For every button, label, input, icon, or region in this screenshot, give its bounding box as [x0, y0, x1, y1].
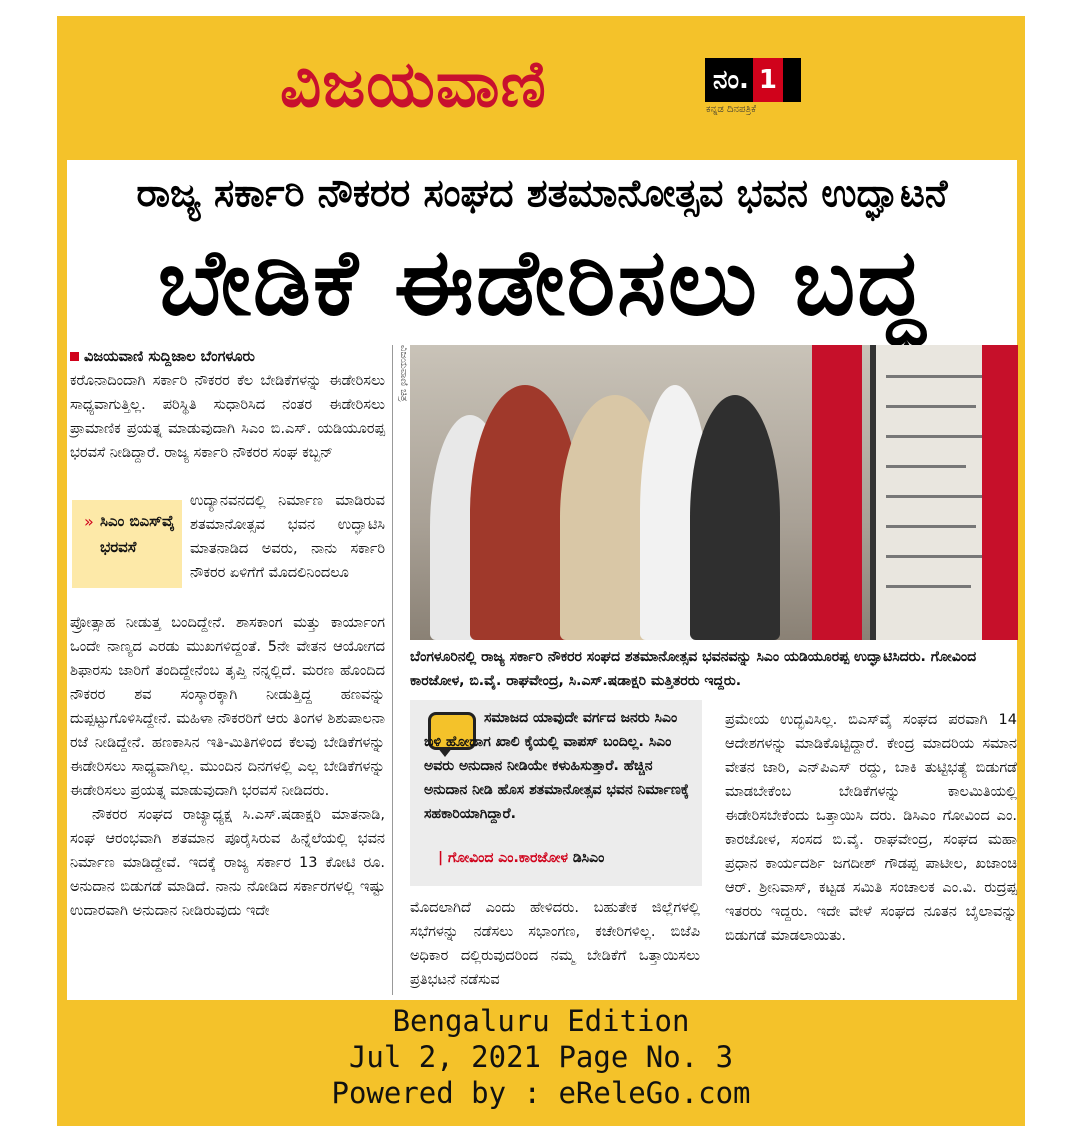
photo-caption: ಬೆಂಗಳೂರಿನಲ್ಲಿ ರಾಜ್ಯ ಸರ್ಕಾರಿ ನೌಕರರ ಸಂಘದ ಶತಮಾನೋತ್ಸವ ಭವನವನ್ನು ಸಿಎಂ ಯಡಿಯೂರಪ್ಪ ಉದ್ಘಾಟಿಸಿದರು. ಗೋವಿಂದ ಕಾರಜೋಳ, ಬಿ.ವೈ. ರಾಘವೇಂದ್ರ, ಸಿ.ಎಸ್.ಷಡಾಕ್ಷರಿ ಮತ್ತಿತರರು ಇದ್ದರು. — [410, 649, 977, 689]
photo-credit: ವಿಜಯವಾಣಿ ಚಿತ್ರ — [398, 345, 409, 402]
article-kicker: ರಾಜ್ಯ ಸರ್ಕಾರಿ ನೌಕರರ ಸಂಘದ ಶತಮಾನೋತ್ಸವ ಭವನ ಉದ್ಘಾಟನೆ — [136, 171, 948, 215]
byline — [70, 345, 385, 369]
quote-box — [410, 700, 702, 886]
number-one-badge — [705, 58, 801, 102]
powered-by: Powered by : eReleGo.com — [331, 1076, 751, 1110]
red-curtain-right — [982, 345, 1018, 640]
newspaper-logo: ವಿಜಯವಾಣಿ — [280, 48, 547, 122]
column-1-wrap-text: ಉದ್ಯಾನವನದಲ್ಲಿ ನಿರ್ಮಾಣ ಮಾಡಿರುವ ಶತಮಾನೋತ್ಸವ ಭವನ ಉದ್ಘಾಟಿಸಿ ಮಾತನಾಡಿದ ಅವರು, ನಾನು ಸರ್ಕಾರಿ ನೌಕರರ ಏಳಿಗೆಗೆ ಮೊದಲಿನಿಂದಲೂ — [190, 493, 385, 581]
edition-name: Bengaluru Edition — [392, 1004, 690, 1038]
article-headline: ಬೇಡಿಕೆ ಈಡೇರಿಸಲು ಬದ್ಧ — [157, 229, 927, 336]
badge-number: 1 — [753, 58, 783, 102]
column-1-rest-text: ಪ್ರೋತ್ಸಾಹ ನೀಡುತ್ತ ಬಂದಿದ್ದೇನೆ. ಶಾಸಕಾಂಗ ಮತ್ತು ಕಾರ್ಯಾಂಗ ಒಂದೇ ನಾಣ್ಯದ ಎರಡು ಮುಖಗಳಿದ್ದಂತೆ. 5ನೇ ವೇತನ ಆಯೋಗದ ಶಿಫಾರಸು ಜಾರಿಗೆ ತಂದಿದ್ದೇನೆಂಬ ತೃಪ್ತಿ ನನ್ನಲ್ಲಿದೆ. ಮರಣ ಹೊಂದಿದ ನೌಕರರ ಶವ ಸಂಸ್ಕಾರಕ್ಕಾಗಿ ನೀಡುತ್ತಿದ್ದ ಹಣವನ್ನು ದುಪ್ಪಟ್ಟುಗೊಳಿಸಿದ್ದೇನೆ. ಮಹಿಳಾ ನೌಕರರಿಗೆ ಆರು ತಿಂಗಳ ಶಿಶುಪಾಲನಾ ರಜೆ ನೀಡಿದ್ದೇನೆ. ಹಣಕಾಸಿನ ಇತಿ-ಮಿತಿಗಳಿಂದ ಕೆಲವು ಬೇಡಿಕೆಗಳನ್ನು ಈಡೇರಿಸಲು ಸಾಧ್ಯವಾಗಿಲ್ಲ. ಮುಂದಿನ ದಿನಗಳಲ್ಲಿ ಎಲ್ಲ ಬೇಡಿಕೆಗಳನ್ನು ಈಡೇರಿಸಲು ಪ್ರಯತ್ನ ಮಾಡುವುದಾಗಿ ಭರವಸೆ ನೀಡಿದರು. — [70, 615, 385, 799]
edition-footer — [57, 1003, 1025, 1111]
red-curtain-left — [812, 345, 862, 640]
byline-square-icon — [70, 352, 79, 361]
article-column-2-bottom: ಮೊದಲಾಗಿದೆ ಎಂದು ಹೇಳಿದರು. ಬಹುತೇಕ ಜಿಲ್ಲೆಗಳಲ್ಲಿ ಸಭೆಗಳನ್ನು ನಡೆಸಲು ಸಭಾಂಗಣ, ಕಚೇರಿಗಳಿಲ್ಲ. ಬಿಜೆಪಿ ಅಧಿಕಾರ ದಲ್ಲಿರುವುದರಿಂದ ನಮ್ಮ ಬೇಡಿಕೆಗೆ ಒತ್ತಾಯಿಸಲು ಪ್ರತಿಭಟನೆ ನಡೆಸುವ — [410, 900, 700, 988]
highlight-text: ಸಿಎಂ ಬಿಎಸ್‌ವೈ ಭರವಸೆ — [100, 512, 175, 556]
column-1-top-text: ಕರೊನಾದಿಂದಾಗಿ ಸರ್ಕಾರಿ ನೌಕರರ ಕೆಲ ಬೇಡಿಕೆಗಳನ್ನು ಈಡೇರಿಸಲು ಸಾಧ್ಯವಾಗುತ್ತಿಲ್ಲ. ಪರಿಸ್ಥಿತಿ ಸುಧಾರಿಸಿದ ನಂತರ ಈಡೇರಿಸಲು ಪ್ರಾಮಾಣಿಕ ಪ್ರಯತ್ನ ಮಾಡುವುದಾಗಿ ಸಿಎಂ ಬಿ.ಎಸ್. ಯಡಿಯೂರಪ್ಪ ಭರವಸೆ ನೀಡಿದ್ದಾರೆ. ರಾಜ್ಯ ಸರ್ಕಾರಿ ನೌಕರರ ಸಂಘ ಕಬ್ಬನ್ — [70, 373, 385, 461]
quote-attribution — [438, 850, 604, 866]
column-1-paragraph-2: ನೌಕರರ ಸಂಘದ ರಾಜ್ಯಾಧ್ಯಕ್ಷ ಸಿ.ಎಸ್.ಷಡಾಕ್ಷರಿ ಮಾತನಾಡಿ, ಸಂಘ ಆರಂಭವಾಗಿ ಶತಮಾನ ಪೂರೈಸಿರುವ ಹಿನ್ನೆಲೆಯಲ್ಲಿ ಭವನ ನಿರ್ಮಾಣ ಮಾಡಿದ್ದೇವೆ. ಇದಕ್ಕೆ ರಾಜ್ಯ ಸರ್ಕಾರ 13 ಕೋಟಿ ರೂ. ಅನುದಾನ ಬಿಡುಗಡೆ ಮಾಡಿದೆ. ನಾನು ನೋಡಿದ ಸರ್ಕಾರಗಳಲ್ಲಿ ಇಷ್ಟು ಉದಾರವಾಗಿ ಅನುದಾನ ನೀಡಿರುವುದು ಇದೇ — [70, 807, 385, 919]
byline-text: ವಿಜಯವಾಣಿ ಸುದ್ದಿಜಾಲ ಬೆಂಗಳೂರು — [84, 349, 255, 365]
event-photo — [410, 345, 1018, 640]
quote-author: | ಗೋವಿಂದ ಎಂ.ಕಾರಜೋಳ — [438, 850, 568, 866]
edition-date-page: Jul 2, 2021 Page No. 3 — [348, 1040, 734, 1074]
quote-role: ಡಿಸಿಎಂ — [572, 850, 605, 866]
badge-prefix: ನಂ. — [713, 65, 749, 95]
highlight-box — [72, 500, 182, 588]
column-divider — [392, 345, 393, 995]
chevron-right-icon: » — [84, 512, 94, 531]
article-column-3: ಪ್ರಮೇಯ ಉದ್ಭವಿಸಿಲ್ಲ. ಬಿಎಸ್‌ವೈ ಸಂಘದ ಪರವಾಗಿ 14 ಆದೇಶಗಳನ್ನು ಮಾಡಿಕೊಟ್ಟಿದ್ದಾರೆ. ಕೇಂದ್ರ ಮಾದರಿಯ ಸಮಾನ ವೇತನ ಜಾರಿ, ಎನ್‌ಪಿಎಸ್ ರದ್ದು, ಬಾಕಿ ತುಟ್ಟಿಭತ್ಯೆ ಬಿಡುಗಡೆ ಮಾಡಬೇಕೆಂಬ ಬೇಡಿಕೆಗಳನ್ನು ಕಾಲಮಿತಿಯಲ್ಲಿ ಈಡೇರಿಸಬೇಕೆಂದು ಒತ್ತಾಯಿಸಿ ದರು. ಡಿಸಿಎಂ ಗೋವಿಂದ ಎಂ. ಕಾರಜೋಳ, ಸಂಸದ ಬಿ.ವೈ. ರಾಘವೇಂದ್ರ, ಸಂಘದ ಮಹಾ ಪ್ರಧಾನ ಕಾರ್ಯದರ್ಶಿ ಜಗದೀಶ್ ಗೌಡಪ್ಪ ಪಾಟೀಲ, ಖಜಾಂಚಿ ಆರ್. ಶ್ರೀನಿವಾಸ್, ಕಟ್ಟಡ ಸಮಿತಿ ಸಂಚಾಲಕ ಎಂ.ವಿ. ರುದ್ರಪ್ಪ ಇತರರು ಇದ್ದರು. ಇದೇ ವೇಳೆ ಸಂಘದ ನೂತನ ಬೈಲಾವನ್ನು ಬಿಡುಗಡೆ ಮಾಡಲಾಯಿತು. — [725, 712, 1017, 944]
article-column-1 — [70, 345, 385, 923]
masthead-tagline: ಕನ್ನಡ ದಿನಪತ್ರಿಕೆ — [706, 104, 757, 115]
quote-text: ಸಮಾಜದ ಯಾವುದೇ ವರ್ಗದ ಜನರು ಸಿಎಂ ಬಳಿ ಹೋದಾಗ ಖಾಲಿ ಕೈಯಲ್ಲಿ ವಾಪಸ್ ಬಂದಿಲ್ಲ. ಸಿಎಂ ಅವರು ಅನುದಾನ ನೀಡಿಯೇ ಕಳುಹಿಸುತ್ತಾರೆ. ಹೆಚ್ಚಿನ ಅನುದಾನ ನೀಡಿ ಹೊಸ ಶತಮಾನೋತ್ಸವ ಭವನ ನಿರ್ಮಾಣಕ್ಕೆ ಸಹಕಾರಿಯಾಗಿದ್ದಾರೆ. — [424, 710, 690, 822]
